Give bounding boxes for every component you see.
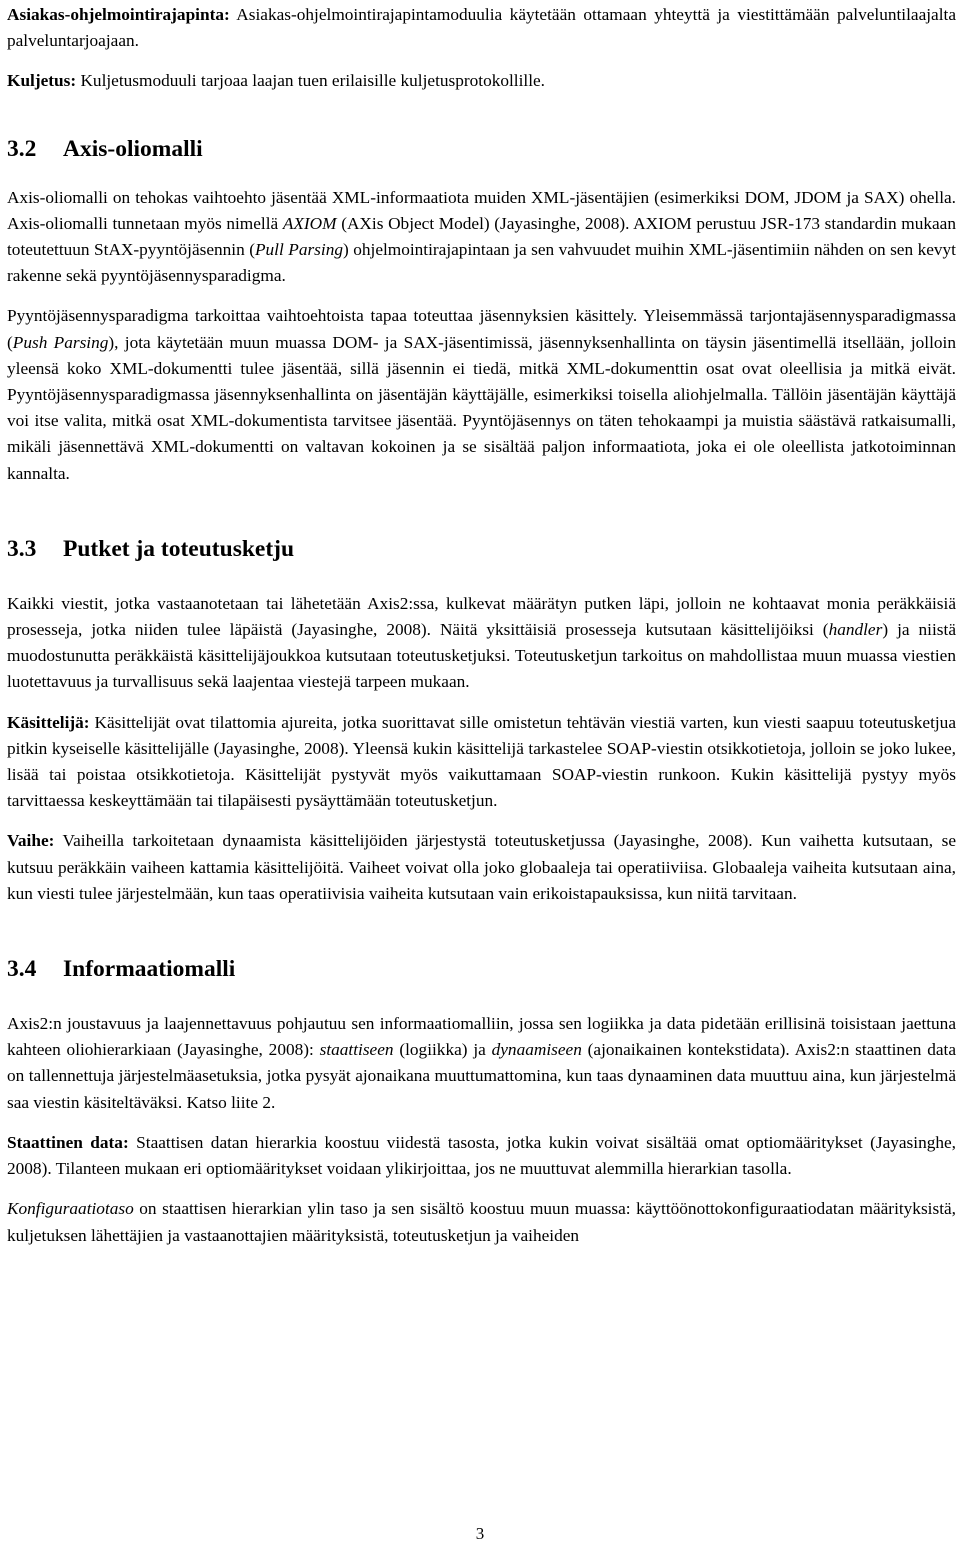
paragraph-pull-parsing: Pyyntöjäsennysparadigma tarkoittaa vaihtoehtoista tapaa toteuttaa jäsennyksien käsittely. Yleisemmässä tarjontajäsennysparadigmassa (Push Parsing), jota käytetään muun muassa DOM- ja SAX-jäsentimissä, jäsennyksenhallinta on täysin jäsentimellä itsellään, jolloin yleensä koko XML-dokumentti tulee jäsentää, sillä jäsennin ei tiedä, mitkä XML-dokumenttin osat ovat oleellisia ja mitkä eivät. Pyyntöjäsennysparadigmassa jäsennyksenhallinta on jäsentäjän käyttäjälle, esimerkiksi toisella aliohjelmalla. Tällöin jäsentäjän käyttäjä voi itse valita, mitkä osat XML-dokumentista tarvitsee jäsentää. Pyyntöjäsennys on täten tehokaampi ja muistia säästävä ratkaisumalli, mikäli jäsennettävä XML-dokumentti on valtavan kokoinen ja se sisältää paljon informaatiota, joka ei ole oleellista jatkotoiminnan kannalta.: [7, 306, 956, 483]
paragraph-transport: Kuljetus: Kuljetusmoduuli tarjoaa laajan tuen erilaisille kuljetusprotokollille.: [7, 71, 546, 91]
section-heading-3-2: 3.2 Axis-oliomalli: [7, 135, 203, 162]
term-transport: Kuljetus:: [7, 71, 77, 91]
paragraph-axiom-intro: Axis-oliomalli on tehokas vaihtoehto jäsentää XML-informaatiota muiden XML-jäsentäjien (esimerkiksi DOM, JDOM ja SAX) ohella. Axis-oliomalli tunnetaan myös nimellä AXIOM (AXis Object Model) (Jayasinghe, 2008). AXIOM perustuu JSR-173 standardin mukaan toteutettuun StAX-pyyntöjäsennin (Pull Parsing) ohjelmointirajapintaan ja sen vahvuudet muihin XML-jäsentimiin nähden on sen kevyt rakenne sekä pyyntöjäsennysparadigma.: [7, 187, 956, 286]
paragraph-phase: Vaihe: Vaiheilla tarkoitetaan dynaamista käsittelijöiden järjestystä toteutusketjussa (Jayasinghe, 2008). Kun vaihetta kutsutaan, se kutsuu peräkkäin vaiheen kattamia käsittelijöitä. Vaiheet voivat olla joko globaaleja tai operatiiviisa. Globaaleja vaiheita kutsutaan aina, kun viesti tulee järjestelmään, kun taas operatiivisia vaiheita kutsutaan vain erikoistapauksissa, kun niitä tarvitaan.: [7, 831, 956, 903]
document-page: [7, 0, 956, 1249]
paragraph-configuration-level: Konfiguraatiotaso on staattisen hierarkian ylin taso ja sen sisältö koostuu muun muassa: käyttöönottokonfiguraatiodatan määrityksistä, kuljetuksen lähettäjien ja vastaanottajien määrityksistä, toteutusketjun ja vaiheiden: [7, 1199, 956, 1245]
paragraph-information-model: Axis2:n joustavuus ja laajennettavuus pohjautuu sen informaatiomalliin, jossa sen logiikka ja data pidetään erillisinä toisistaan jaettuna kahteen oliohierarkiaan (Jayasinghe, 2008): staattiseen (logiikka) ja dynaamiseen (ajonaikainen kontekstidata). Axis2:n staattinen data on tallennettuja järjestelmäasetuksia, jotka pysyät ajonaikana muuttumattomina, kun taas dynaaminen data muuttuu aina, kun järjestelmä saa viestin käsiteltäväksi. Katso liite 2.: [7, 1014, 956, 1112]
term-configuration-level: Konfiguraatiotaso: [7, 1199, 134, 1219]
paragraph-handler: Käsittelijä: Käsittelijät ovat tilattomia ajureita, jotka suorittavat sille omistetun tehtävän viestiä varten, kun viesti saapuu toteutusketjua pitkin kyseiselle käsittelijälle (Jayasinghe, 2008). Yleensä kukin käsittelijä tarkastelee SOAP-viestin otsikkotietoja, jolloin se joko lukee, lisää tai poistaa otsikkotietoja. Käsittelijät pystyvät myös vaikuttamaan SOAP-viestin runkoon. Kukin käsittelijä pystyy myös tarvittaessa keskeyttämään tai tilapäisesti pysäyttämään toteutusketjun.: [7, 712, 956, 811]
section-heading-3-4: 3.4 Informaatiomalli: [7, 956, 236, 983]
paragraph-static-data: Staattinen data: Staattisen datan hierarkia koostuu viidestä tasosta, jotka kukin voivat sisältää omat optiomääritykset (Jayasinghe, 2008). Tilanteen mukaan eri optiomääritykset voidaan ylikirjoittaa, jos ne muuttuvat alemmilla hierarkian tasolla.: [7, 1132, 956, 1179]
page-number: 3: [475, 1524, 485, 1543]
term-client-api: Asiakas-ohjelmointirajapinta:: [7, 5, 230, 24]
term-static-data: Staattinen data:: [7, 1132, 129, 1152]
paragraph-pipes: Kaikki viestit, jotka vastaanotetaan tai lähetetään Axis2:ssa, kulkevat määrätyn putken läpi, jolloin ne kohtaavat monia peräkkäisiä prosesseja, jotka niiden tulee läpäistä (Jayasinghe, 2008). Näitä yksittäisiä prosesseja kutsutaan käsittelijöiksi (handler) ja niistä muodostunutta peräkkäistä käsittelijäjoukkoa kutsutaan toteutusketjuksi. Toteutusketjun tarkoitus on mahdollistaa muun muassa viestien luotettavuus ja turvallisuus sekä laajentaa viestejä tarpeen mukaan.: [7, 593, 956, 692]
term-phase: Vaihe:: [7, 831, 55, 851]
term-handler: Käsittelijä:: [7, 712, 90, 732]
paragraph-client-api: Asiakas-ohjelmointirajapinta: Asiakas-ohjelmointirajapintamoduulia käytetään ottamaan yhteyttä ja viestittämään palveluntilaajalta palveluntarjoajaan.: [7, 5, 956, 51]
section-heading-3-3: 3.3 Putket ja toteutusketju: [7, 535, 295, 562]
